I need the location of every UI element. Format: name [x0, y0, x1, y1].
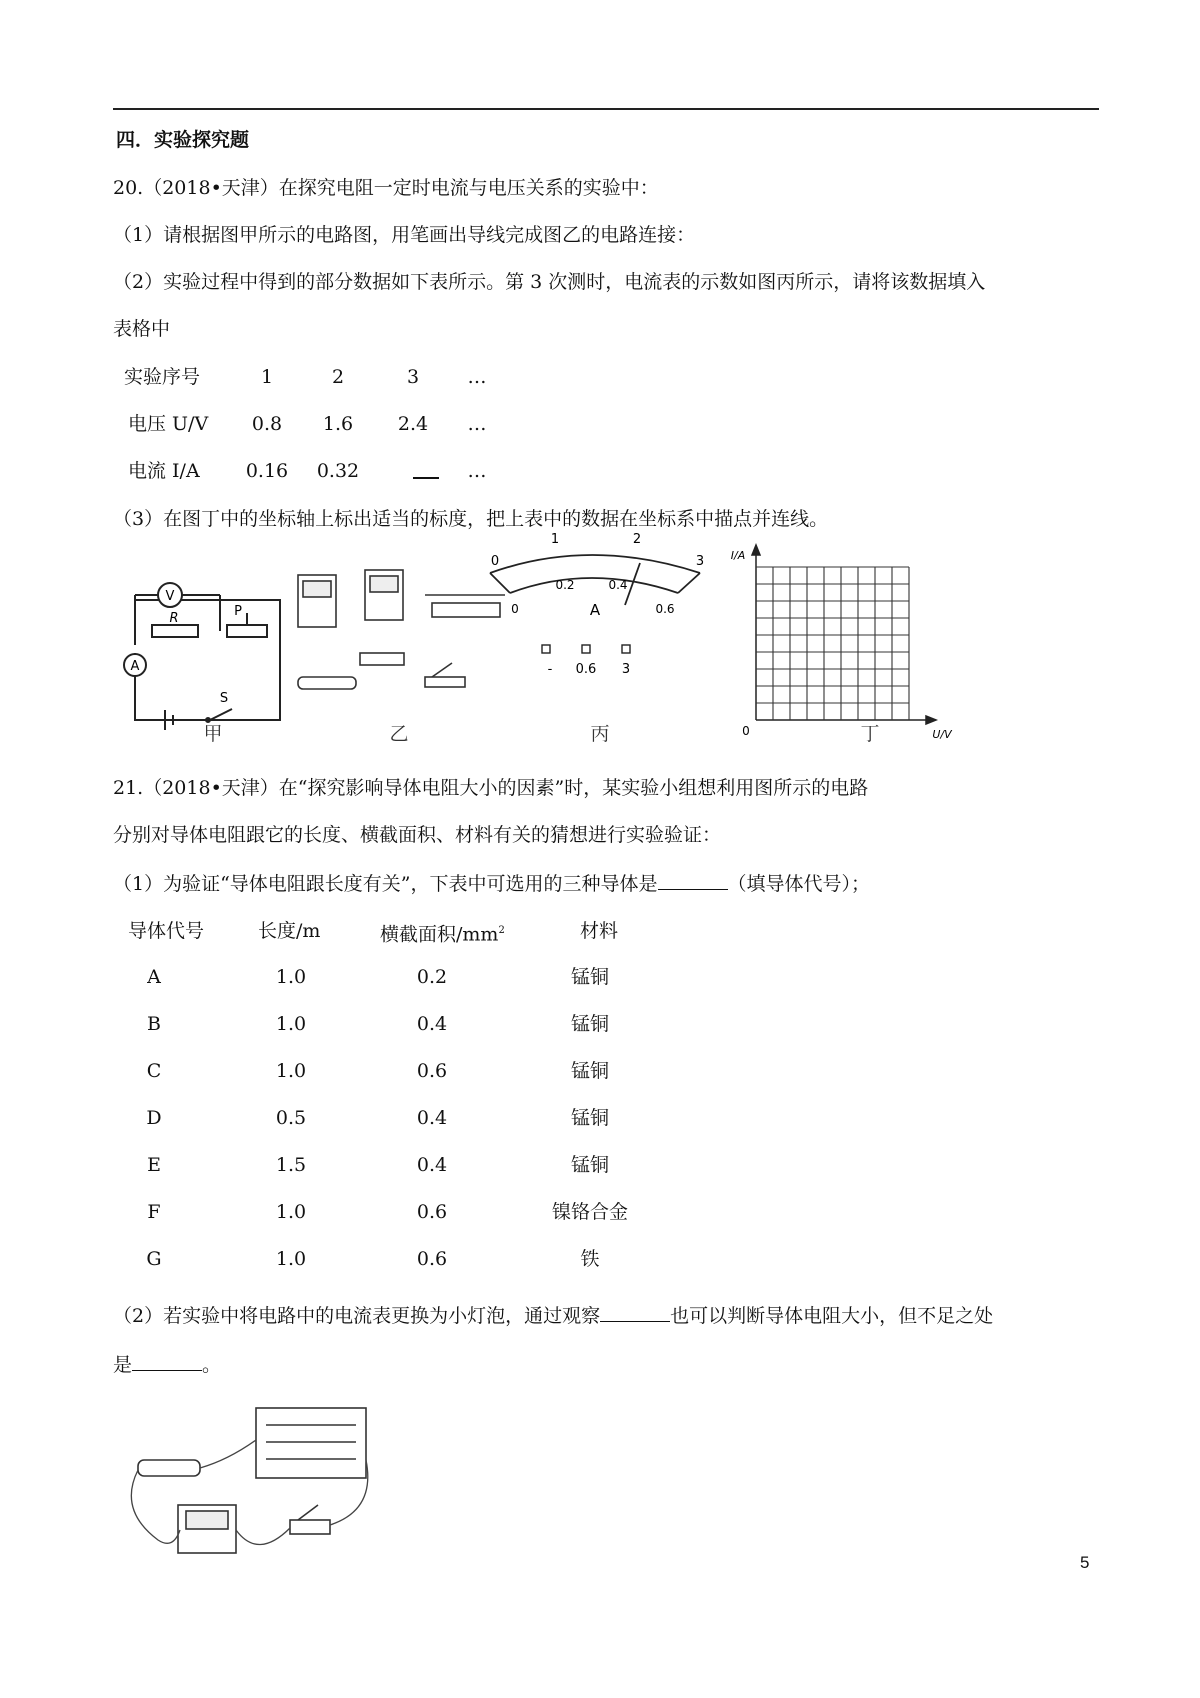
- q21-part1-tail: （填导体代号）；: [727, 873, 871, 895]
- table-cell: 2.4: [397, 413, 429, 435]
- table-cell: 3: [406, 366, 420, 388]
- answer-blank[interactable]: [600, 1303, 670, 1322]
- dial-tick-top: 3: [695, 554, 705, 569]
- dial-tick-top: 2: [632, 532, 642, 547]
- terminal-label: 0.6: [575, 662, 597, 677]
- table-cell: …: [467, 366, 487, 388]
- fig-label-jia: 甲: [203, 723, 223, 745]
- table-cell: 0.2: [416, 966, 448, 988]
- table-cell: C: [146, 1060, 162, 1082]
- q20-part3: （3）在图丁中的坐标轴上标出适当的标度，把上表中的数据在坐标系中描点并连线。: [113, 508, 829, 530]
- table-cell: F: [147, 1201, 161, 1223]
- table-cell: 铁: [580, 1248, 600, 1270]
- table-cell: 锰铜: [570, 1107, 610, 1129]
- table-cell: 1.5: [275, 1154, 307, 1176]
- table-cell: …: [467, 460, 487, 482]
- q21-circuit-figure: [118, 1400, 378, 1565]
- column-header: 导体代号: [128, 920, 205, 942]
- section-title: 四．实验探究题: [116, 129, 250, 151]
- terminal-label: -: [547, 662, 553, 677]
- answer-blank[interactable]: [658, 871, 728, 890]
- table-cell: 1.0: [275, 1201, 307, 1223]
- table-cell: 0.4: [416, 1013, 448, 1035]
- voltmeter-label: V: [165, 589, 175, 604]
- dial-unit: A: [589, 601, 601, 619]
- dial-tick-bottom: 0.6: [655, 602, 675, 616]
- table-cell: 1.0: [275, 1013, 307, 1035]
- table-cell: 0.4: [416, 1107, 448, 1129]
- resistor-label: R: [169, 611, 179, 626]
- dial-tick-top: 1: [550, 532, 560, 547]
- table-cell: 0.6: [416, 1248, 448, 1270]
- fig-label-yi: 乙: [389, 723, 409, 745]
- dial-tick-bottom: 0.2: [555, 578, 575, 592]
- q21-intro-line1: 21.（2018•天津）在“探究影响导体电阻大小的因素”时，某实验小组想利用图所示的电路: [113, 777, 869, 799]
- table-cell: A: [147, 966, 161, 988]
- q21-part2-start: 是: [113, 1354, 133, 1376]
- ammeter-label: A: [130, 659, 140, 674]
- circuit-diagram: [124, 583, 280, 730]
- table-cell: 锰铜: [570, 966, 610, 988]
- table-cell: 1.0: [275, 1060, 307, 1082]
- table-cell: 0.6: [416, 1201, 448, 1223]
- q20-part1: （1）请根据图甲所示的电路图，用笔画出导线完成图乙的电路连接：: [113, 224, 696, 246]
- axis-label-y: I/A: [730, 549, 746, 562]
- q21-part2-text: （2）若实验中将电路中的电流表更换为小灯泡，通过观察: [113, 1305, 601, 1327]
- slider-label: P: [234, 604, 242, 619]
- table-cell: 0.4: [416, 1154, 448, 1176]
- table-cell: G: [146, 1248, 162, 1270]
- dial-tick-bottom: 0: [511, 602, 519, 616]
- column-header: 长度/m: [258, 920, 321, 942]
- table-cell: 镍铬合金: [551, 1201, 629, 1223]
- axis-label-x: U/V: [932, 728, 952, 741]
- q21-intro-line2: 分别对导体电阻跟它的长度、横截面积、材料有关的猜想进行实验验证：: [113, 824, 722, 846]
- table-cell: 实验序号: [124, 366, 201, 388]
- dial-tick-bottom: 0.4: [608, 578, 628, 592]
- dial-tick-top: 0: [490, 554, 500, 569]
- ammeter-dial: [490, 555, 700, 605]
- table-cell: 1.0: [275, 1248, 307, 1270]
- wire-gap: [134, 645, 138, 653]
- q21-part2-line2: [113, 1352, 221, 1377]
- page-number: 5: [1080, 1553, 1090, 1572]
- table-cell: 电流 I/A: [128, 460, 200, 482]
- table-cell: D: [146, 1107, 162, 1129]
- table-cell: 1.6: [322, 413, 354, 435]
- fig-label-ding: 丁: [860, 723, 880, 745]
- table-cell: 0.6: [416, 1060, 448, 1082]
- q21-part2-text-cont: 也可以判断导体电阻大小，但不足之处: [670, 1305, 994, 1327]
- table-cell: B: [147, 1013, 161, 1035]
- table-cell: E: [147, 1154, 161, 1176]
- fig-label-bing: 丙: [590, 723, 610, 745]
- answer-blank[interactable]: [132, 1352, 202, 1371]
- table-cell: 0.5: [275, 1107, 307, 1129]
- table-cell: 0.16: [245, 460, 289, 482]
- column-header: 横截面积$/mm^2$: [380, 923, 505, 946]
- q21-part1-text: （1）为验证“导体电阻跟长度有关”，下表中可选用的三种导体是: [113, 873, 658, 895]
- table-cell: 1: [260, 366, 274, 388]
- q20-part2-line1: （2）实验过程中得到的部分数据如下表所示。第 3 次测时，电流表的示数如图丙所示，请将该数据填入: [113, 271, 986, 293]
- q21-part1: [113, 871, 870, 896]
- q20-part2-line2: 表格中: [113, 318, 171, 340]
- axis-origin: 0: [742, 724, 750, 738]
- table-cell: …: [467, 413, 487, 435]
- table-cell: 2: [331, 366, 345, 388]
- table-cell: 0.32: [316, 460, 360, 482]
- column-header: 材料: [580, 920, 619, 942]
- answer-blank[interactable]: [413, 459, 439, 485]
- grid-lines: [756, 567, 909, 720]
- table-cell: 锰铜: [570, 1013, 610, 1035]
- q20-figures: [110, 532, 1100, 750]
- table-cell: 锰铜: [570, 1060, 610, 1082]
- terminals: [542, 645, 630, 653]
- table-cell: 0.8: [251, 413, 283, 435]
- table-cell: 电压 U/V: [128, 413, 209, 435]
- table-cell: 1.0: [275, 966, 307, 988]
- top-rule: [113, 108, 1099, 110]
- q21-part2-line1: [113, 1303, 993, 1328]
- switch-label: S: [219, 691, 229, 706]
- q21-part2-end: 。: [202, 1354, 222, 1376]
- terminal-label: 3: [621, 662, 631, 677]
- q20-intro: 20.（2018•天津）在探究电阻一定时电流与电压关系的实验中：: [113, 177, 659, 199]
- apparatus-drawing: [298, 570, 505, 689]
- table-cell: 锰铜: [570, 1154, 610, 1176]
